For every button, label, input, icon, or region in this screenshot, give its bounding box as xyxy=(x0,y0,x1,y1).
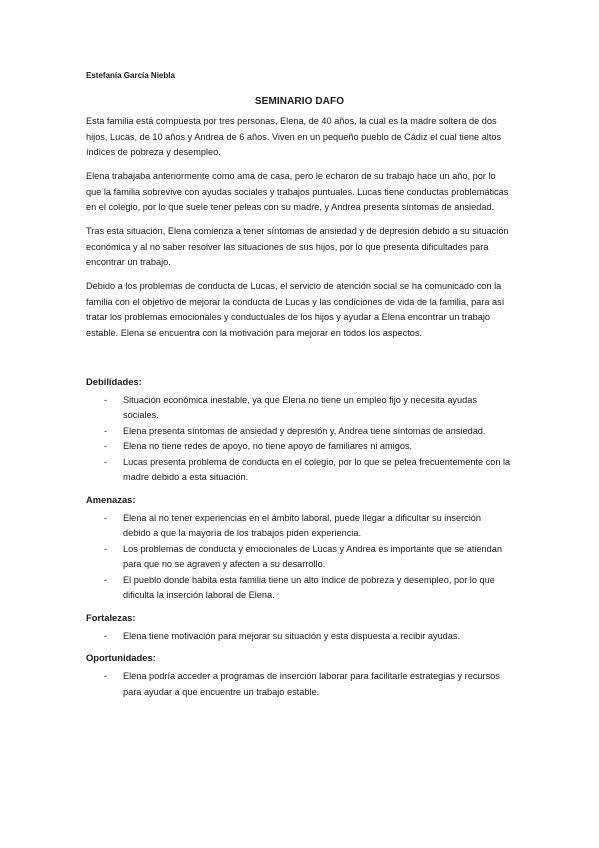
author-name: Estefanía García Niebla xyxy=(86,71,175,80)
paragraph-situation: Elena trabajaba anteriormente como ama de casa, pero le echaron de su trabajo hace un año, por lo que la familia sobrevive con ayudas sociales y trabajos puntuales. Lucas tiene conductas problemáticas en el colegio, por lo que suele tener peleas con su madre, y Andrea presenta síntomas de ansiedad. xyxy=(86,171,509,212)
bullet-list xyxy=(86,629,511,645)
section-heading: Amenazas: xyxy=(86,493,136,505)
list-item: - El pueblo donde habita esta familia tiene un alto índice de pobreza y desempleo, por lo que dificulta la inserción laboral de Elena. xyxy=(86,573,511,604)
paragraph-consequences: Tras esta situación, Elena comienza a tener síntomas de ansiedad y de depresión debido a su situación económica y al no saber resolver las situaciones de sus hijos, por lo que presenta dificultades para encontrar un trabajo. xyxy=(86,226,509,267)
list-item: - Elena al no tener experiencias en el ámbito laboral, puede llegar a dificultar su inserción debido a que la mayoría de los trabajos piden experiencia. xyxy=(86,511,511,542)
document-title: SEMINARIO DAFO xyxy=(254,96,345,107)
paragraph-intro: Esta familia está compuesta por tres personas, Elena, de 40 años, la cual es la madre soltera de dos hijos, Lucas, de 10 años y Andrea de 6 años. Viven en un pequeño pueblo de Cádiz el cual tiene altos índices de pobreza y desempleo. xyxy=(86,116,502,157)
list-item: - Lucas presenta problema de conducta en el colegio, por lo que se pelea frecuentemente con la madre debido a esta situación. xyxy=(86,455,511,486)
section-oportunidades xyxy=(86,650,511,700)
section-heading: Fortalezas: xyxy=(86,611,136,623)
bullet-list xyxy=(86,511,511,604)
section-fortalezas xyxy=(86,610,511,645)
paragraph-intervention: Debido a los problemas de conducta de Lucas, el servicio de atención social se ha comunicado con la familia con el objetivo de mejorar la conducta de Lucas y las condiciones de vida de la familia, para así tratar los problemas emocionales y conductuales de los hijos y ayudar a Elena encontrar un trabajo estable. Elena se encuentra con la motivación para mejorar en todos los aspectos. xyxy=(86,281,505,338)
bullet-list xyxy=(86,669,511,700)
document-body xyxy=(86,114,511,706)
section-debilidades xyxy=(86,374,511,486)
section-heading: Oportunidades: xyxy=(86,652,156,663)
list-item: - Elena presenta síntomas de ansiedad y depresión y, Andrea tiene síntomas de ansiedad. xyxy=(86,424,511,440)
bullet-list xyxy=(86,393,511,486)
list-item: - Elena tiene motivación para mejorar su situación y esta dispuesta a recibir ayudas. xyxy=(86,629,511,645)
list-item: - Situación económica inestable, ya que Elena no tiene un empleo fijo y necesita ayudas sociales. xyxy=(86,393,511,424)
list-item: - Elena podría acceder a programas de inserción laborar para facilitarle estrategias y recursos para ayudar a que encuentre un trabajo estable. xyxy=(86,669,511,700)
section-heading: Debilidades: xyxy=(86,375,142,387)
list-item: - Elena no tiene redes de apoyo, no tiene apoyo de familiares ni amigos. xyxy=(86,439,511,455)
list-item: - Los problemas de conducta y emocionales de Lucas y Andrea es importante que se atiendan para que no se agraven y afecten a su desarrollo. xyxy=(86,542,511,573)
section-spacer xyxy=(86,350,511,374)
section-amenazas xyxy=(86,492,511,604)
